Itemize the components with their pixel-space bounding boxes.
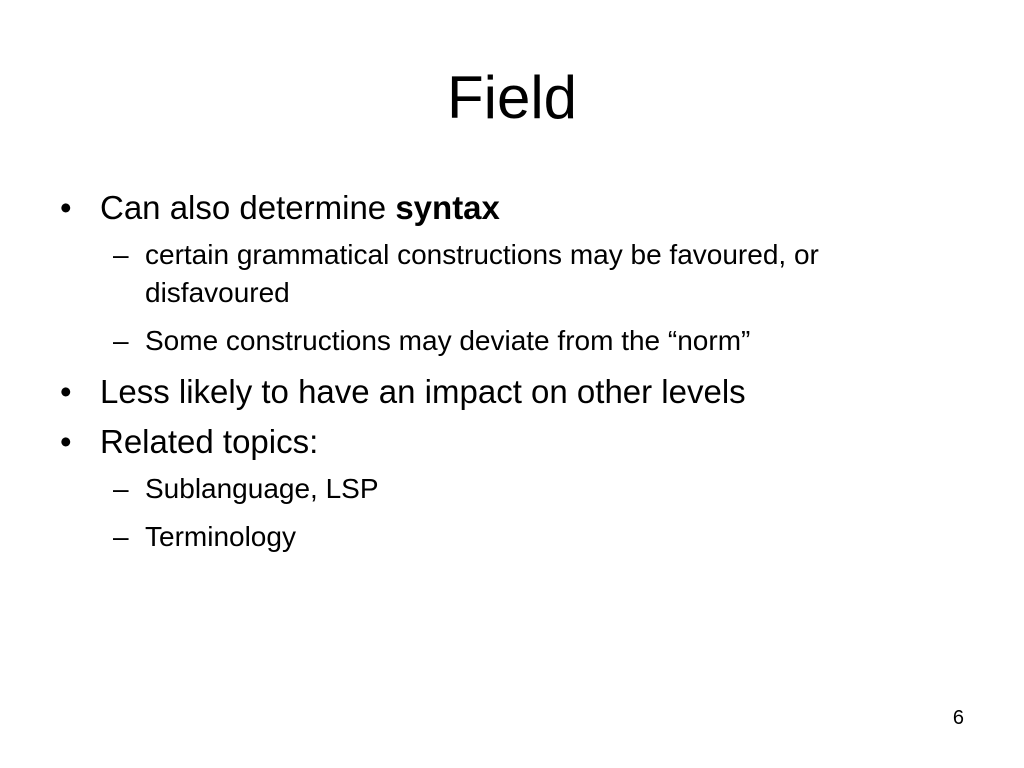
bullet-icon: • [60, 189, 72, 226]
bullet-icon: • [60, 423, 72, 460]
bullet-text: Related topics: [100, 423, 319, 460]
bullet-text: Can also determine [100, 189, 396, 226]
sub-bullet-text: certain grammatical constructions may be favoured, or disfavoured [145, 239, 819, 308]
dash-icon: – [113, 325, 129, 356]
sub-bullet-text: Some constructions may deviate from the “norm” [145, 325, 751, 356]
sub-bullet-text: Sublanguage, LSP [145, 473, 379, 504]
sub-bullet-text: Terminology [145, 521, 296, 552]
sub-bullet-item [60, 470, 865, 508]
dash-icon: – [113, 521, 129, 552]
bullet-item-syntax [60, 186, 960, 230]
slide-title: Field [446, 64, 578, 131]
bullet-item-related-topics [60, 420, 960, 464]
bullet-text: Less likely to have an impact on other levels [100, 373, 746, 410]
sub-bullet-item [60, 236, 865, 312]
page-number: 6 [952, 707, 964, 729]
bullet-item-impact [60, 370, 960, 414]
dash-icon: – [113, 473, 129, 504]
bullet-bold-text: syntax [395, 189, 500, 226]
sub-bullet-item [60, 322, 865, 360]
dash-icon: – [113, 239, 129, 270]
slide-content [60, 186, 960, 556]
bullet-icon: • [60, 373, 72, 410]
sub-bullet-item [60, 518, 865, 556]
